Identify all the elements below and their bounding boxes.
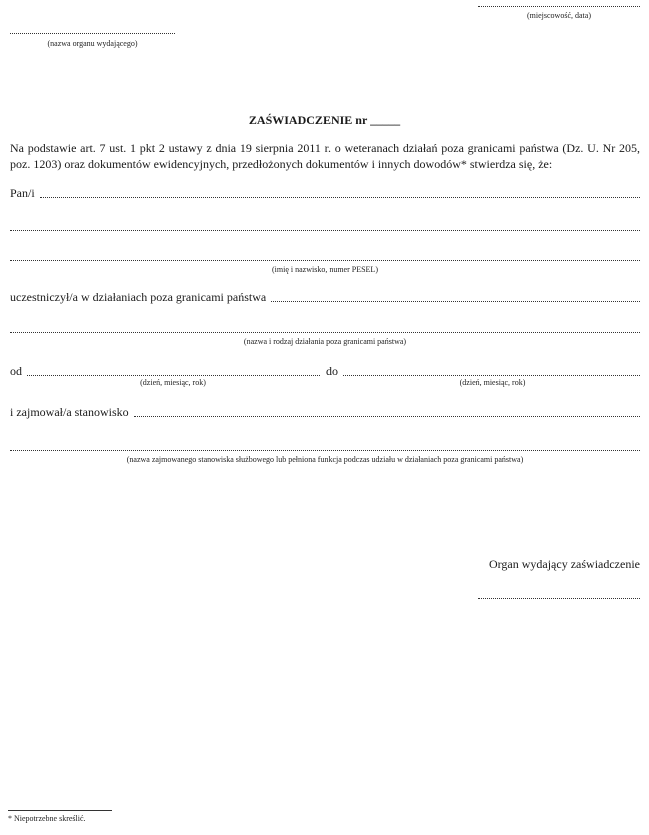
name-field-line-2[interactable]	[10, 230, 640, 231]
from-row	[10, 364, 320, 379]
operation-row	[10, 290, 640, 305]
name-field-line-3[interactable]	[10, 260, 640, 261]
issuing-body-caption: (nazwa organu wydającego)	[47, 39, 138, 48]
to-row	[326, 364, 640, 379]
document-title: ZAŚWIADCZENIE nr _____	[248, 113, 401, 127]
position-field[interactable]	[134, 416, 640, 417]
from-label: od	[10, 364, 25, 379]
footnote: * Niepotrzebne skreślić.	[8, 814, 86, 823]
footnote-divider	[8, 810, 112, 811]
issuing-body-line[interactable]	[10, 33, 175, 34]
position-row	[10, 405, 640, 420]
name-caption: (imię i nazwisko, numer PESEL)	[272, 265, 378, 274]
from-caption: (dzień, miesiąc, rok)	[140, 378, 206, 387]
pan-label: Pan/i	[10, 186, 38, 201]
participated-label: uczestniczył/a w działaniach poza granicami państwa	[10, 290, 269, 305]
operation-field[interactable]	[271, 301, 640, 302]
operation-caption: (nazwa i rodzaj działania poza granicami państwa)	[243, 337, 407, 346]
position-field-line-2[interactable]	[10, 450, 640, 451]
from-date-field[interactable]	[27, 375, 320, 376]
name-field[interactable]	[40, 197, 640, 198]
to-label: do	[326, 364, 341, 379]
operation-field-line-2[interactable]	[10, 332, 640, 333]
place-date-line[interactable]	[478, 6, 640, 7]
intro-paragraph: Na podstawie art. 7 ust. 1 pkt 2 ustawy z dnia 19 sierpnia 2011 r. o weteranach działań poza granicami państwa (Dz. U. Nr 205, poz. 1203) oraz dokumentów ewidencyjnych, przedłożonych dokumentów i innych dowodów* stwierdza się, że:	[10, 141, 640, 171]
position-label: i zajmował/a stanowisko	[10, 405, 132, 420]
signature-line[interactable]	[478, 598, 640, 599]
name-row	[10, 186, 640, 201]
place-date-caption: (miejscowość, data)	[527, 11, 591, 20]
position-caption: (nazwa zajmowanego stanowiska służbowego lub pełniona funkcja podczas udziału w działaniach poza granicami państwa)	[126, 455, 524, 464]
to-caption: (dzień, miesiąc, rok)	[459, 378, 526, 387]
to-date-field[interactable]	[343, 375, 640, 376]
signature-label: Organ wydający zaświadczenie	[488, 557, 640, 571]
